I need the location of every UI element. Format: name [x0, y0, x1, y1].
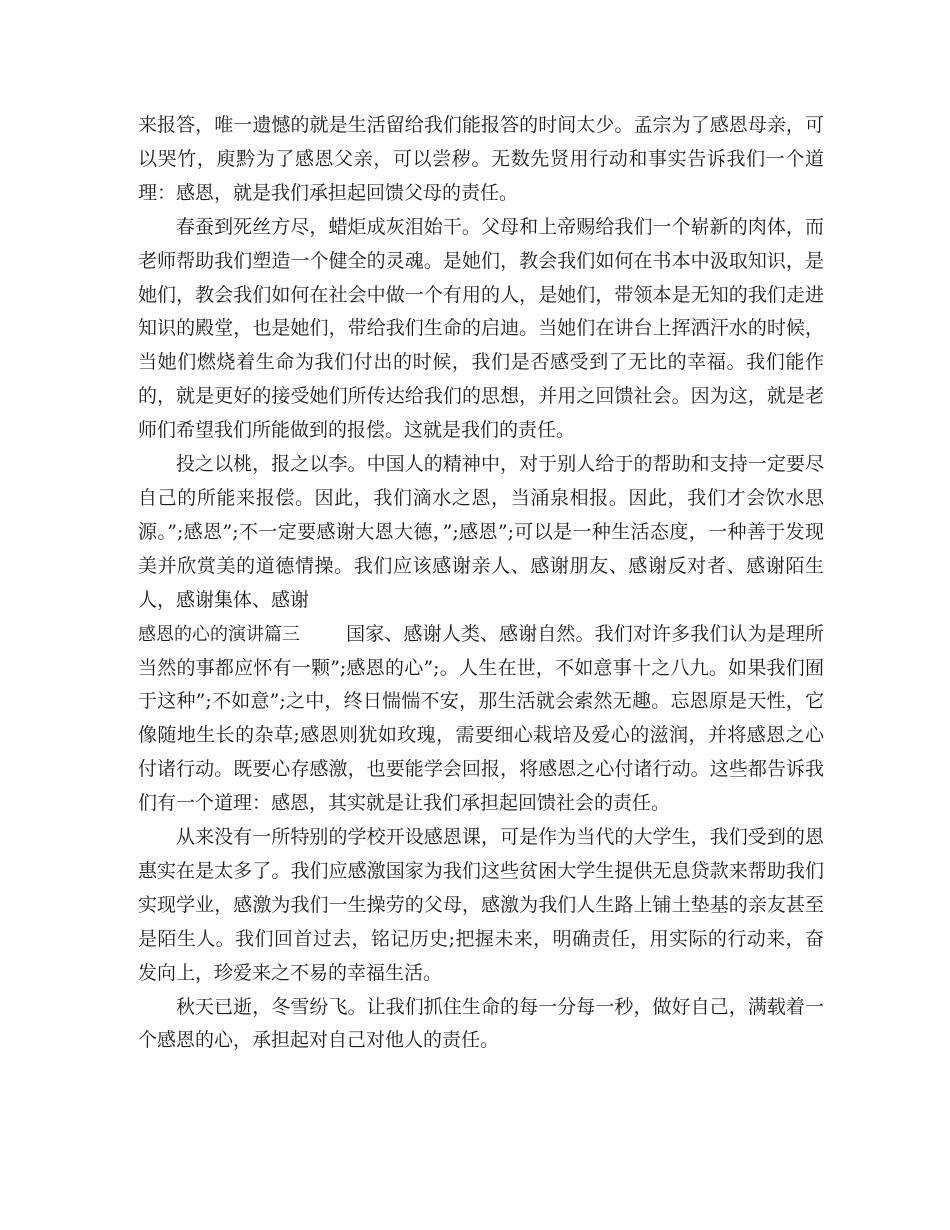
paragraph-5: 从来没有一所特别的学校开设感恩课，可是作为当代的大学生，我们受到的恩惠实在是太多了。我们应感激国家为我们这些贫困大学生提供无息贷款来帮助我们实现学业，感激为我们一生操劳的父母，感激为我们人生路上铺土垫基的亲友甚至是陌生人。我们回首过去，铭记历史;把握未来，明确责任，用实际的行动来，奋发向上，珍爱来之不易的幸福生活。	[138, 826, 824, 984]
paragraph-6: 秋天已逝，冬雪纷飞。让我们抓住生命的每一分每一秒，做好自己，满载着一个感恩的心，承担起对自己对他人的责任。	[138, 995, 824, 1052]
document-body	[138, 109, 824, 1058]
paragraph-4	[138, 618, 824, 821]
paragraph-2: 春蚕到死丝方尽，蜡炬成灰泪始干。父母和上帝赐给我们一个崭新的肉体，而老师帮助我们塑造一个健全的灵魂。是她们，教会我们如何在书本中汲取知识，是她们，教会我们如何在社会中做一个有用的人，是她们，带领本是无知的我们走进知识的殿堂，也是她们，带给我们生命的启迪。当她们在讲台上挥洒汗水的时候，当她们燃烧着生命为我们付出的时候，我们是否感受到了无比的幸福。我们能作的，就是更好的接受她们所传达给我们的思想，并用之回馈社会。因为这，就是老师们希望我们所能做到的报偿。这就是我们的责任。	[138, 215, 824, 442]
paragraph-3: 投之以桃，报之以李。中国人的精神中，对于别人给于的帮助和支持一定要尽自己的所能来报偿。因此，我们滴水之恩，当涌泉相报。因此，我们才会饮水思源。”;感恩”;不一定要感谢大恩大德，”;感恩”;可以是一种生活态度，一种善于发现美并欣赏美的道德情操。我们应该感谢亲人、感谢朋友、感谢反对者、感谢陌生人，感谢集体、感谢	[138, 453, 824, 611]
paragraph-4-text: 国家、感谢人类、感谢自然。我们对许多我们认为是理所当然的事都应怀有一颗”;感恩的心”;。人生在世，不如意事十之八九。如果我们囿于这种”;不如意”;之中，终日惴惴不安，那生活就会索然无趣。忘恩原是天性，它像随地生长的杂草;感恩则犹如玫瑰，需要细心栽培及爱心的滋润，并将感恩之心付诸行动。既要心存感激，也要能学会回报，将感恩之心付诸行动。这些都告诉我们有一个道理：感恩，其实就是让我们承担起回馈社会的责任。	[138, 622, 824, 815]
section-heading: 感恩的心的演讲篇三	[138, 623, 300, 645]
paragraph-1: 来报答，唯一遗憾的就是生活留给我们能报答的时间太少。孟宗为了感恩母亲，可以哭竹，庾黔为了感恩父亲，可以尝秽。无数先贤用行动和事实告诉我们一个道理：感恩，就是我们承担起回馈父母的责任。	[138, 114, 824, 204]
